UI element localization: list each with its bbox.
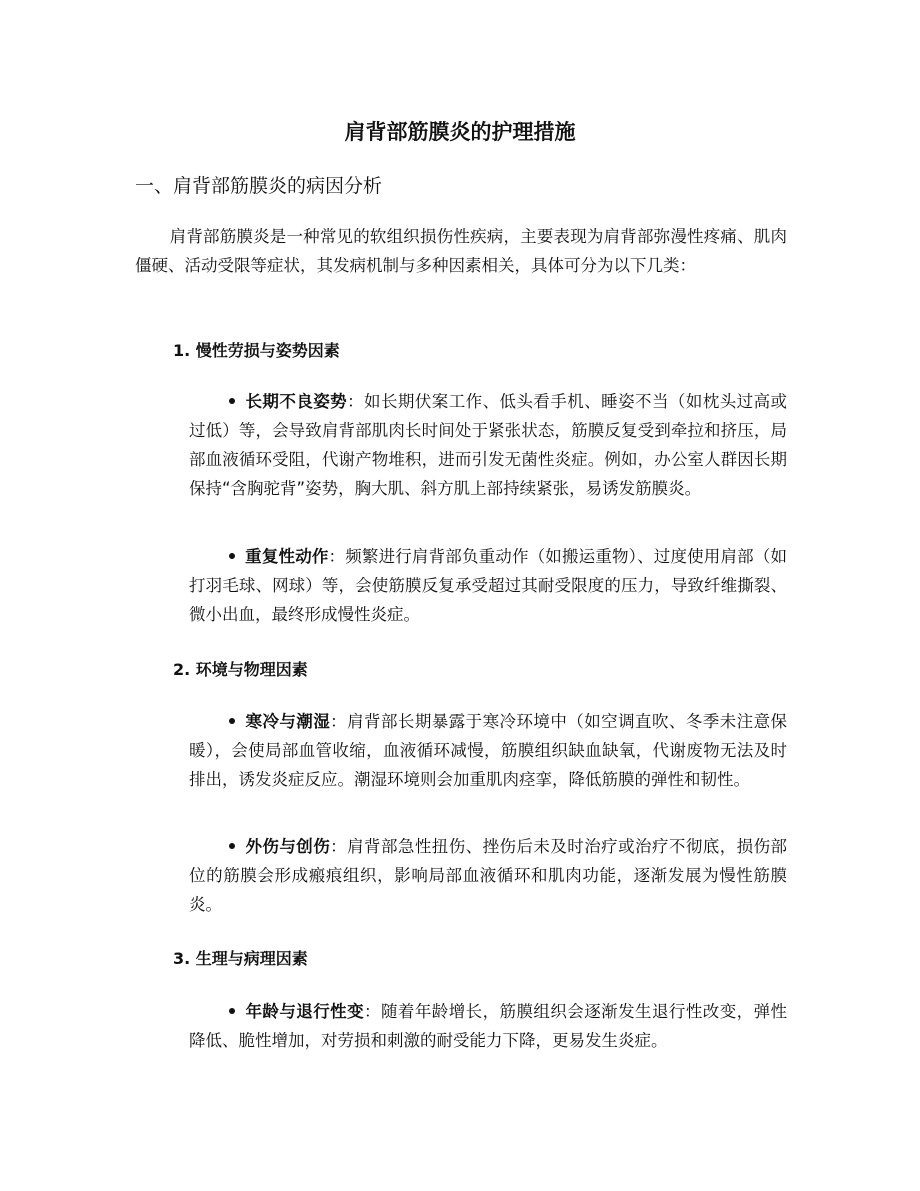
bullet-text: ：肩背部长期暴露于寒冷环境中（如空调直吹、冬季未注意保暖），会使局部血管收缩，血液循环减慢，筋膜组织缺血缺氧，代谢废物无法及时排出，诱发炎症反应。潮湿环境则会加重肌肉痉挛，降低筋膜的弹性和韧性。 [189, 712, 787, 789]
bullet-dot-icon [229, 398, 235, 404]
bullet-item [189, 832, 787, 919]
document-title: 肩背部筋膜炎的护理措施 [344, 120, 576, 144]
bullet-item [189, 707, 787, 794]
bullet-text: ：随着年龄增长，筋膜组织会逐渐发生退行性改变，弹性降低、脆性增加，对劳损和刺激的耐受能力下降，更易发生炎症。 [189, 1002, 787, 1050]
bullet-item [189, 542, 787, 629]
bullet-text: ：频繁进行肩背部负重动作（如搬运重物）、过度使用肩部（如打羽毛球、网球）等，会使筋膜反复承受超过其耐受限度的压力，导致纤维撕裂、微小出血，最终形成慢性炎症。 [189, 547, 788, 624]
bullet-text: ：肩背部急性扭伤、挫伤后未及时治疗或治疗不彻底，损伤部位的筋膜会形成瘢痕组织，影响局部血液循环和肌肉功能，逐渐发展为慢性筋膜炎。 [189, 837, 787, 914]
bullet-dot-icon [229, 1008, 235, 1014]
bullet-term: 外伤与创伤 [245, 837, 331, 856]
bullet-term: 长期不良姿势 [245, 392, 348, 411]
subsection-heading-3: 3. 生理与病理因素 [173, 949, 308, 968]
bullet-text: ：如长期伏案工作、低头看手机、睡姿不当（如枕头过高或过低）等，会导致肩背部肌肉长时间处于紧张状态，筋膜反复受到牵拉和挤压，局部血液循环受阻，代谢产物堆积，进而引发无菌性炎症。例如，办公室人群因长期保持“含胸驼背”姿势，胸大肌、斜方肌上部持续紧张，易诱发筋膜炎。 [189, 392, 787, 498]
bullet-item [189, 387, 787, 503]
subsection-heading-2: 2. 环境与物理因素 [173, 660, 308, 679]
bullet-item [189, 997, 787, 1055]
bullet-term: 寒冷与潮湿 [245, 712, 331, 731]
bullet-dot-icon [229, 553, 235, 559]
subsection-heading-1: 1. 慢性劳损与姿势因素 [173, 341, 340, 360]
intro-paragraph: 肩背部筋膜炎是一种常见的软组织损伤性疾病，主要表现为肩背部弥漫性疼痛、肌肉僵硬、活动受限等症状，其发病机制与多种因素相关，具体可分为以下几类： [135, 227, 787, 275]
bullet-term: 重复性动作 [245, 547, 329, 566]
bullet-term: 年龄与退行性变 [245, 1002, 364, 1021]
bullet-dot-icon [229, 718, 235, 724]
section-heading: 一、肩背部筋膜炎的病因分析 [135, 175, 383, 197]
bullet-dot-icon [229, 843, 235, 849]
